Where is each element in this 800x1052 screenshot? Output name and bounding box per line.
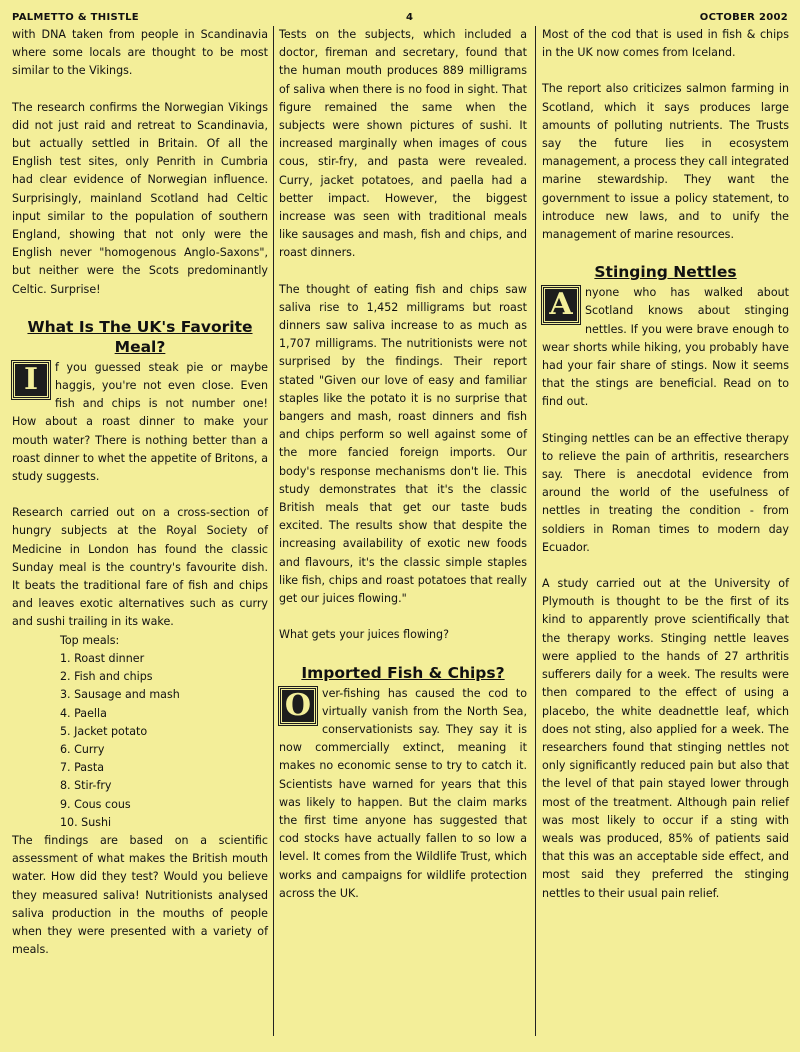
page-header [12,8,788,26]
list-item: 6. Curry [60,742,105,756]
list-item: 10. Sushi [60,815,112,829]
viking-paragraph-2: The research confirms the Norwegian Vikings did not just raid and retreat to Scandinavia, but actually settled in Britain. Of all the English test sites, only Penrith in Cumbria had clear evidence of Norwegian influence. Surprisingly, mainland Scotland had Celtic input similar to the population of southern England, showing that not only were the English never "homogenous Anglo-Saxons", but neither were the Scots predominantly Celtic. Surprise! [12,100,268,296]
cod-paragraph-2: The report also criticizes salmon farming in Scotland, which it says produces large amounts of polluting nutrients. The Trusts say the future lies in ecosystem management, a process they call integrated marine stewardship. They want the government to issue a policy statement, to introduce new laws, and to unify the management of marine resources. [542,82,789,242]
list-item: 3. Sausage and mash [60,688,180,702]
column-divider-1 [273,26,274,1036]
list-item: 7. Pasta [60,761,105,775]
top-meals-list [12,650,268,832]
dropcap-a-icon: A [542,286,580,324]
top-meals-label: Top meals: [60,633,120,647]
saliva-paragraph-2: The thought of eating fish and chips saw saliva rise to 1,452 milligrams but roast dinners saw saliva increase to as much as 1,707 milligrams. The nutritionists were not surprised by the findings. Their report stated "Given our love of easy and familiar staples like the potato it is no surprise that bangers and mash, roast dinners and fish and chips perform so well against some of the more fancied foreign imports. Our body's response mechanisms don't lie. This study demonstrates that it's the classic British meals that get our taste buds excited. The results show that despite the increasing availability of exotic new foods and flavours, it's the classic simple staples like fish, chips and roast potatoes that really get our juices flowing." [279,282,527,606]
saliva-paragraph-1: Tests on the subjects, which included a doctor, fireman and secretary, found that the human mouth produces 889 milligrams of saliva when there is no food in sight. That figure remained the same when the subjects were shown pictures of sushi. It increased marginally when images of cous cous, stir-fry, and pasta were revealed. Curry, jacket potatoes, and paella had a better impact. However, the biggest increase was seen with traditional meals like sausages and mash, fish and chips, and roast dinners. [279,28,527,260]
imported-fish-paragraph-1-text: ver-fishing has caused the cod to virtually vanish from the North Sea, conservationists say. They say it is now commercially extinct, meaning it makes no economic sense to try to catch it. Scientists have warned for years that this was likely to happen. But the claim marks the first time anyone has suggested that cod stocks have actually fallen to so low a level. It comes from the Wildlife Trust, which works and campaigns for wildlife protection across the UK. [279,686,527,900]
list-item: 4. Paella [60,706,107,720]
column-3 [542,26,789,903]
list-item: 1. Roast dinner [60,651,145,665]
column-1 [12,26,268,959]
favorite-meal-heading: What Is The UK's Favorite Meal? [27,317,253,356]
list-item: 2. Fish and chips [60,670,153,684]
dropcap-o-icon: O [279,687,317,725]
favorite-meal-paragraph-1-text: f you guessed steak pie or maybe haggis, you're not even close. Even fish and chips is not number one! How about a roast dinner to make your mouth water? There is nothing better than a roast dinner to whet the appetite of Britons, a study suggests. [12,360,268,484]
column-divider-2 [535,26,536,1036]
list-item: 5. Jacket potato [60,724,148,738]
saliva-paragraph-3: What gets your juices flowing? [279,628,449,642]
page-number: 4 [406,11,414,23]
stinging-nettles-heading: Stinging Nettles [594,263,737,282]
nettles-paragraph-1-text: nyone who has walked about Scotland knows about stinging nettles. If you were brave enough to wear shorts while hiking, you probably have had your fair share of stings. Now it seems that the stings are beneficial. Read on to find out. [542,286,789,409]
nettles-paragraph-2: Stinging nettles can be an effective therapy to relieve the pain of arthritis, researchers say. There is anecdotal evidence from around the world of the usefulness of nettles in treating the condition - from soldiers in Roman times to modern day Ecuador. [542,431,789,554]
column-2 [279,26,527,903]
favorite-meal-paragraph-3: The findings are based on a scientific assessment of what makes the British mouth water. How did they test? Would you believe they measured saliva! Nutritionists analysed saliva production in the mouths of people when they were presented with a variety of meals. [12,833,268,957]
dropcap-i-icon: I [12,361,50,399]
issue-date: OCTOBER 2002 [699,11,788,23]
favorite-meal-paragraph-1 [12,359,268,486]
imported-fish-heading: Imported Fish & Chips? [301,663,505,682]
cod-paragraph-1: Most of the cod that is used in fish & chips in the UK now comes from Iceland. [542,28,789,60]
viking-paragraph-1: with DNA taken from people in Scandinavia where some locals are thought to be most similar to the Vikings. [12,28,268,78]
list-item: 9. Cous cous [60,797,131,811]
publication-title: PALMETTO & THISTLE [12,11,139,23]
nettles-paragraph-3: A study carried out at the University of Plymouth is thought to be the first of its kind to apparently prove scientifically that the therapy works. Stinging nettle leaves were applied to the hands of 27 arthritis sufferers daily for a week. The results were then compared to the effect of using a placebo, the white deadnettle leaf, which does not sting, also applied for a week. The researchers found that stinging nettles not only significantly reduced pain but also that the level of that pain stayed lower through most of the treatment. Although pain relief was most likely to occur if a sting with weals was produced, 85% of patients said that this was an acceptable side effect, and most said they preferred the stinging nettles to their usual pain relief. [542,577,789,900]
list-item: 8. Stir-fry [60,779,112,793]
favorite-meal-paragraph-2: Research carried out on a cross-section of hungry subjects at the Royal Society of Medicine in London has found the classic Sunday meal is the country's favourite dish. It beats the traditional fare of fish and chips and leaves exotic alternatives such as curry and sushi trailing in its wake. [12,506,268,629]
nettles-paragraph-1 [542,284,789,411]
imported-fish-paragraph-1 [279,685,527,903]
